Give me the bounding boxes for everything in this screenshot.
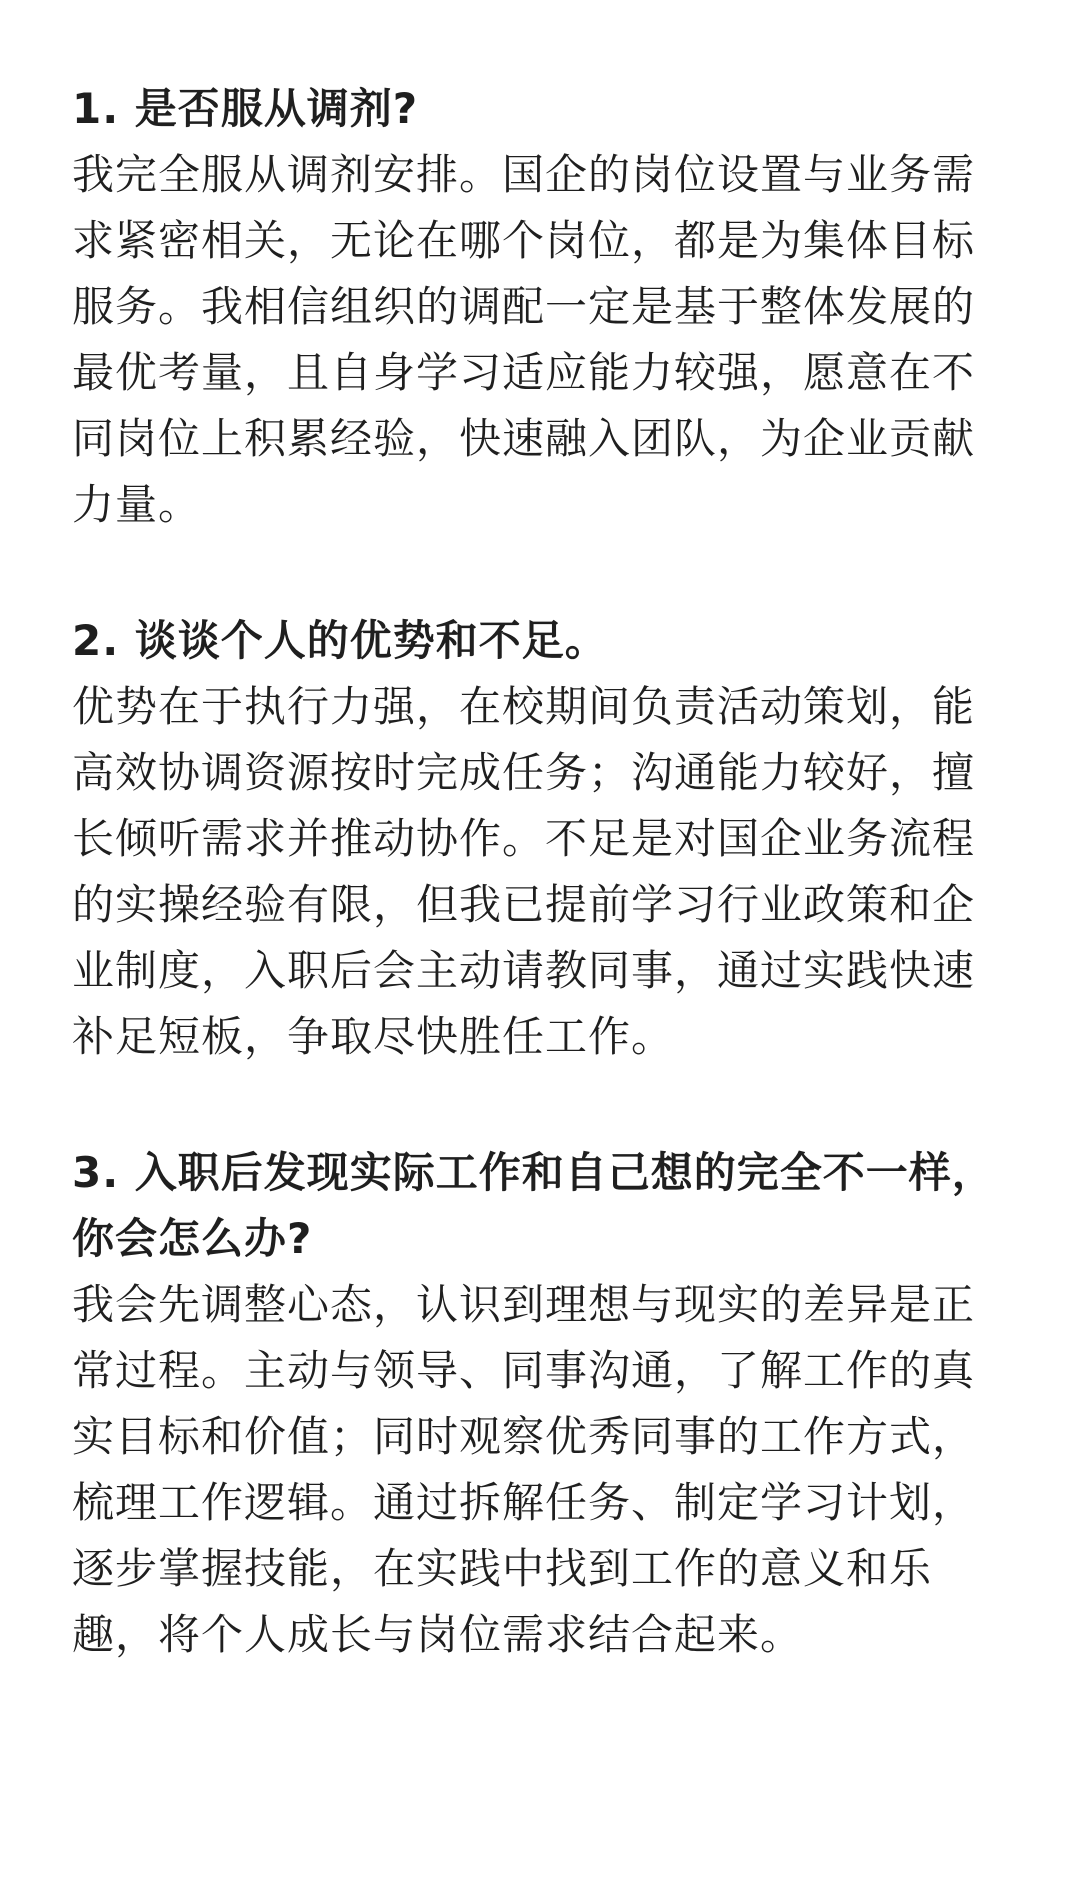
qa-item-2	[72, 608, 1012, 1070]
question-3: 3. 入职后发现实际工作和自己想的完全不一样，你会怎么办?	[72, 1148, 995, 1263]
answer-1: 我完全服从调剂安排。国企的岗位设置与业务需求紧密相关，无论在哪个岗位，都是为集体目标服务。我相信组织的调配一定是基于整体发展的最优考量，且自身学习适应能力较强，愿意在不同岗位上积累经验，快速融入团队，为企业贡献力量。	[72, 150, 976, 529]
answer-3: 我会先调整心态，认识到理想与现实的差异是正常过程。主动与领导、同事沟通，了解工作的真实目标和价值；同时观察优秀同事的工作方式，梳理工作逻辑。通过拆解任务、制定学习计划，逐步掌握技能，在实践中找到工作的意义和乐趣，将个人成长与岗位需求结合起来。	[72, 1280, 976, 1659]
qa-item-3	[72, 1140, 1012, 1668]
qa-document	[72, 76, 1012, 1668]
question-1: 1. 是否服从调剂?	[72, 84, 419, 133]
question-2: 2. 谈谈个人的优势和不足。	[72, 616, 608, 665]
qa-item-1	[72, 76, 1012, 538]
answer-2: 优势在于执行力强，在校期间负责活动策划，能高效协调资源按时完成任务；沟通能力较好，擅长倾听需求并推动协作。不足是对国企业务流程的实操经验有限，但我已提前学习行业政策和企业制度，入职后会主动请教同事，通过实践快速补足短板，争取尽快胜任工作。	[72, 682, 976, 1061]
